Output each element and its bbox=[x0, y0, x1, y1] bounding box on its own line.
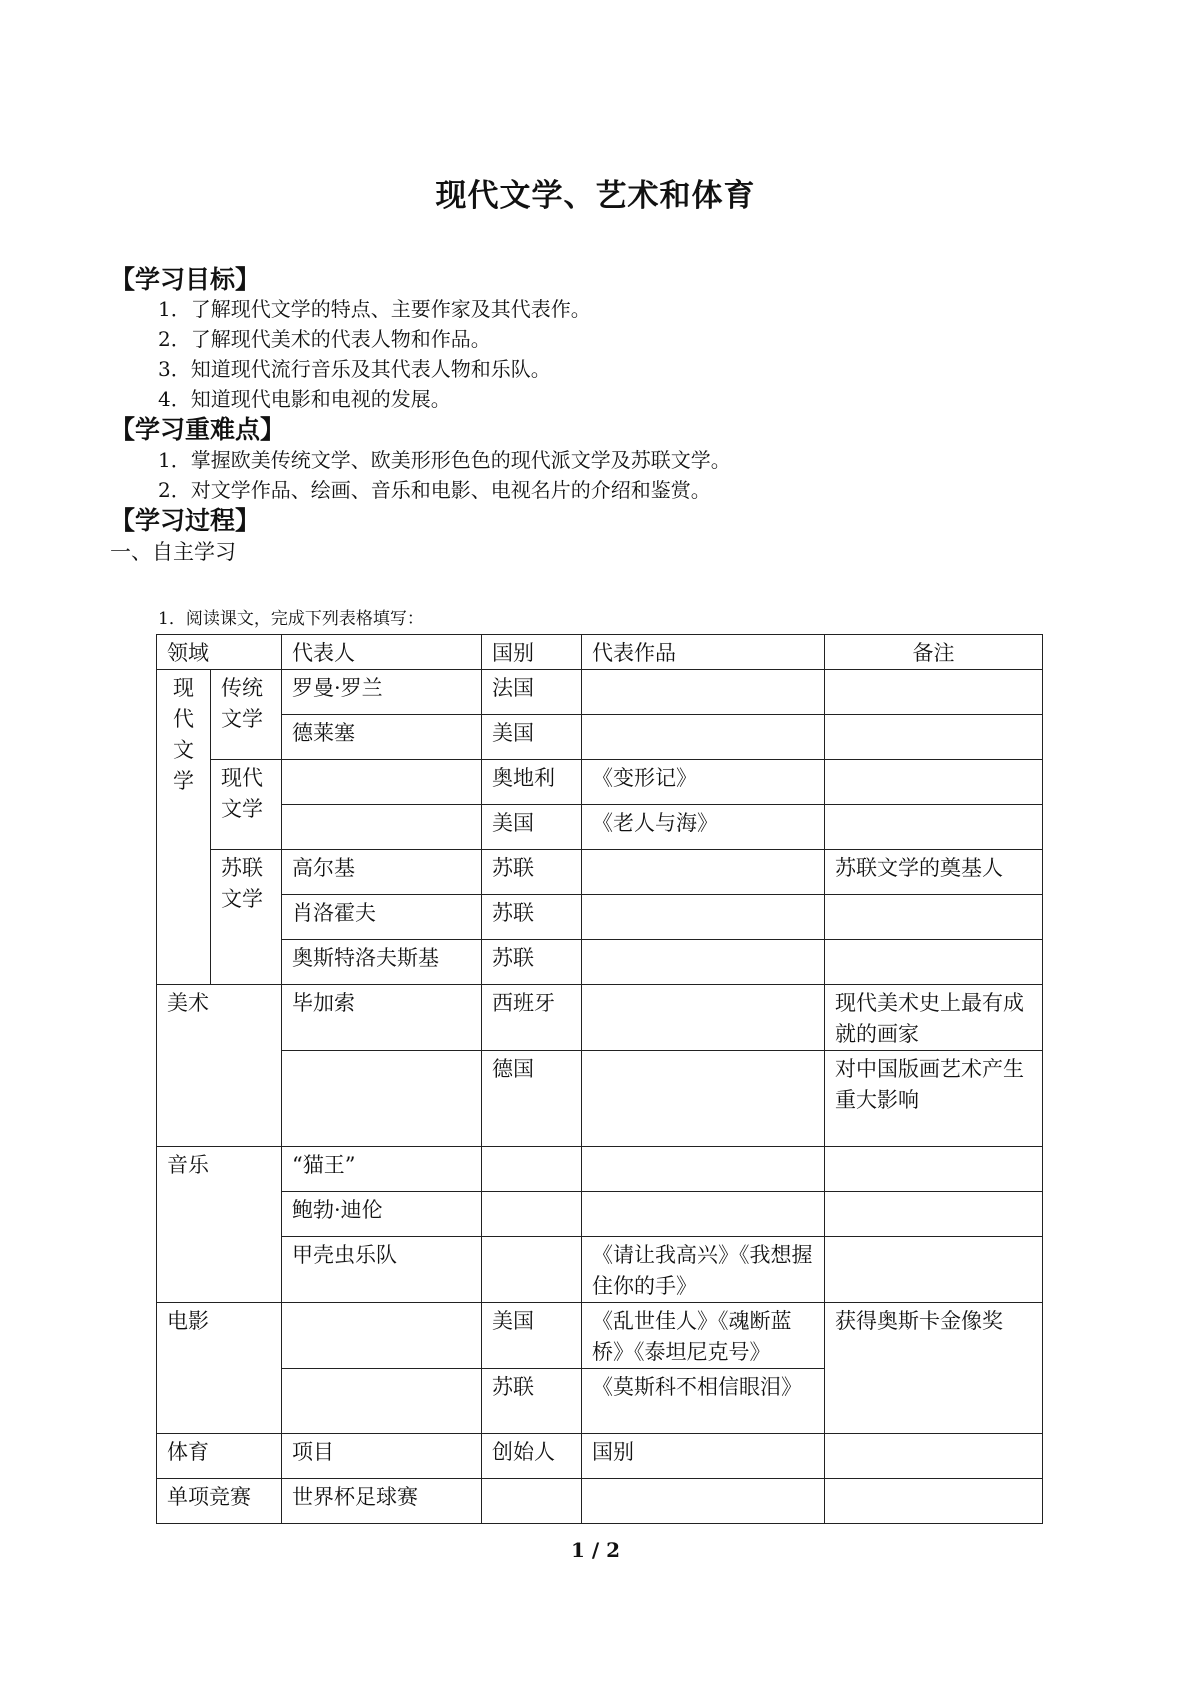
key-points-heading: 【学习重难点】 bbox=[110, 415, 286, 444]
self-study-heading: 一、自主学习 bbox=[110, 540, 236, 564]
note-cell[interactable] bbox=[825, 1479, 1043, 1524]
table-row bbox=[157, 760, 1043, 805]
note-cell[interactable] bbox=[825, 940, 1043, 985]
note-cell[interactable] bbox=[825, 1434, 1043, 1479]
note-cell[interactable] bbox=[825, 715, 1043, 760]
header-note: 备注 bbox=[825, 635, 1043, 670]
table-row bbox=[157, 940, 1043, 985]
country-cell: 德国 bbox=[482, 1051, 582, 1147]
header-person: 代表人 bbox=[282, 635, 482, 670]
soviet-literature-label: 苏联文学 bbox=[211, 850, 282, 985]
person-cell: 奥斯特洛夫斯基 bbox=[282, 940, 482, 985]
key-point-item-1: 1．掌握欧美传统文学、欧美形形色色的现代派文学及苏联文学。 bbox=[158, 448, 731, 472]
note-cell[interactable] bbox=[825, 670, 1043, 715]
country-cell: 西班牙 bbox=[482, 985, 582, 1051]
table-row bbox=[157, 1479, 1043, 1524]
table-caption: 1．阅读课文，完成下列表格填写： bbox=[158, 609, 424, 629]
table-row bbox=[157, 1434, 1043, 1479]
goals-heading: 【学习目标】 bbox=[110, 265, 261, 294]
country-cell: 苏联 bbox=[482, 1369, 582, 1434]
works-cell[interactable] bbox=[582, 670, 825, 715]
founder-cell[interactable] bbox=[482, 1479, 582, 1524]
works-cell[interactable] bbox=[582, 850, 825, 895]
works-cell[interactable] bbox=[582, 715, 825, 760]
works-cell[interactable] bbox=[582, 895, 825, 940]
country-cell[interactable] bbox=[482, 1147, 582, 1192]
works-cell: 《莫斯科不相信眼泪》 bbox=[582, 1369, 825, 1434]
music-label: 音乐 bbox=[157, 1147, 282, 1303]
country-cell: 美国 bbox=[482, 715, 582, 760]
country-cell: 美国 bbox=[482, 805, 582, 850]
country-cell: 法国 bbox=[482, 670, 582, 715]
person-cell: 毕加索 bbox=[282, 985, 482, 1051]
person-cell: 甲壳虫乐队 bbox=[282, 1237, 482, 1303]
person-cell: “猫王” bbox=[282, 1147, 482, 1192]
person-cell[interactable] bbox=[282, 1303, 482, 1369]
table-row bbox=[157, 1303, 1043, 1369]
works-cell[interactable] bbox=[582, 1051, 825, 1147]
sports-country-header: 国别 bbox=[582, 1434, 825, 1479]
goal-item-2: 2．了解现代美术的代表人物和作品。 bbox=[158, 327, 491, 351]
country-cell[interactable] bbox=[582, 1479, 825, 1524]
header-works: 代表作品 bbox=[582, 635, 825, 670]
modernist-literature-label: 现代文学 bbox=[211, 760, 282, 850]
note-cell[interactable] bbox=[825, 895, 1043, 940]
table-row bbox=[157, 1192, 1043, 1237]
table-row bbox=[157, 1237, 1043, 1303]
country-cell: 苏联 bbox=[482, 895, 582, 940]
film-label: 电影 bbox=[157, 1303, 282, 1434]
person-cell[interactable] bbox=[282, 1051, 482, 1147]
person-cell: 罗曼·罗兰 bbox=[282, 670, 482, 715]
table-row bbox=[157, 715, 1043, 760]
works-cell: 《变形记》 bbox=[582, 760, 825, 805]
note-cell[interactable] bbox=[825, 1147, 1043, 1192]
art-label: 美术 bbox=[157, 985, 282, 1147]
key-point-item-2: 2．对文学作品、绘画、音乐和电影、电视名片的介绍和鉴赏。 bbox=[158, 478, 711, 502]
works-cell: 《请让我高兴》《我想握住你的手》 bbox=[582, 1237, 825, 1303]
works-cell[interactable] bbox=[582, 940, 825, 985]
person-cell: 高尔基 bbox=[282, 850, 482, 895]
country-cell: 奥地利 bbox=[482, 760, 582, 805]
note-cell: 对中国版画艺术产生重大影响 bbox=[825, 1051, 1043, 1147]
table-row bbox=[157, 895, 1043, 940]
works-cell: 《老人与海》 bbox=[582, 805, 825, 850]
country-cell: 美国 bbox=[482, 1303, 582, 1369]
country-cell: 苏联 bbox=[482, 940, 582, 985]
note-cell[interactable] bbox=[825, 1192, 1043, 1237]
page-number: 1 / 2 bbox=[570, 1538, 621, 1562]
event-item-cell: 世界杯足球赛 bbox=[282, 1479, 482, 1524]
page-title: 现代文学、艺术和体育 bbox=[435, 178, 756, 214]
goal-item-1: 1．了解现代文学的特点、主要作家及其代表作。 bbox=[158, 297, 591, 321]
table-row bbox=[157, 670, 1043, 715]
table-row bbox=[157, 1051, 1043, 1147]
process-heading: 【学习过程】 bbox=[110, 506, 261, 535]
table-row bbox=[157, 985, 1043, 1051]
sports-item-header: 项目 bbox=[282, 1434, 482, 1479]
country-cell[interactable] bbox=[482, 1192, 582, 1237]
note-cell: 现代美术史上最有成就的画家 bbox=[825, 985, 1043, 1051]
traditional-literature-label: 传统文学 bbox=[211, 670, 282, 760]
note-cell[interactable] bbox=[825, 1237, 1043, 1303]
table-row bbox=[157, 1147, 1043, 1192]
sports-founder-header: 创始人 bbox=[482, 1434, 582, 1479]
sports-label: 体育 bbox=[157, 1434, 282, 1479]
works-cell[interactable] bbox=[582, 1192, 825, 1237]
header-domain: 领域 bbox=[157, 635, 282, 670]
works-cell[interactable] bbox=[582, 1147, 825, 1192]
person-cell: 鲍勃·迪伦 bbox=[282, 1192, 482, 1237]
person-cell[interactable] bbox=[282, 1369, 482, 1434]
person-cell[interactable] bbox=[282, 760, 482, 805]
single-event-label: 单项竞赛 bbox=[157, 1479, 282, 1524]
goal-item-3: 3．知道现代流行音乐及其代表人物和乐队。 bbox=[158, 357, 551, 381]
country-cell: 苏联 bbox=[482, 850, 582, 895]
table-row bbox=[157, 850, 1043, 895]
header-country: 国别 bbox=[482, 635, 582, 670]
works-cell[interactable] bbox=[582, 985, 825, 1051]
note-cell: 苏联文学的奠基人 bbox=[825, 850, 1043, 895]
note-cell[interactable] bbox=[825, 760, 1043, 805]
country-cell[interactable] bbox=[482, 1237, 582, 1303]
film-note-cell: 获得奥斯卡金像奖 bbox=[825, 1303, 1043, 1434]
goal-item-4: 4．知道现代电影和电视的发展。 bbox=[158, 387, 451, 411]
works-cell: 《乱世佳人》《魂断蓝桥》《泰坦尼克号》 bbox=[582, 1303, 825, 1369]
modern-literature-label: 现代文学 bbox=[157, 670, 211, 985]
fill-in-table bbox=[156, 634, 1043, 1524]
table-header-row bbox=[157, 635, 1043, 670]
person-cell: 肖洛霍夫 bbox=[282, 895, 482, 940]
person-cell: 德莱塞 bbox=[282, 715, 482, 760]
note-cell[interactable] bbox=[825, 805, 1043, 850]
table-row bbox=[157, 805, 1043, 850]
person-cell[interactable] bbox=[282, 805, 482, 850]
